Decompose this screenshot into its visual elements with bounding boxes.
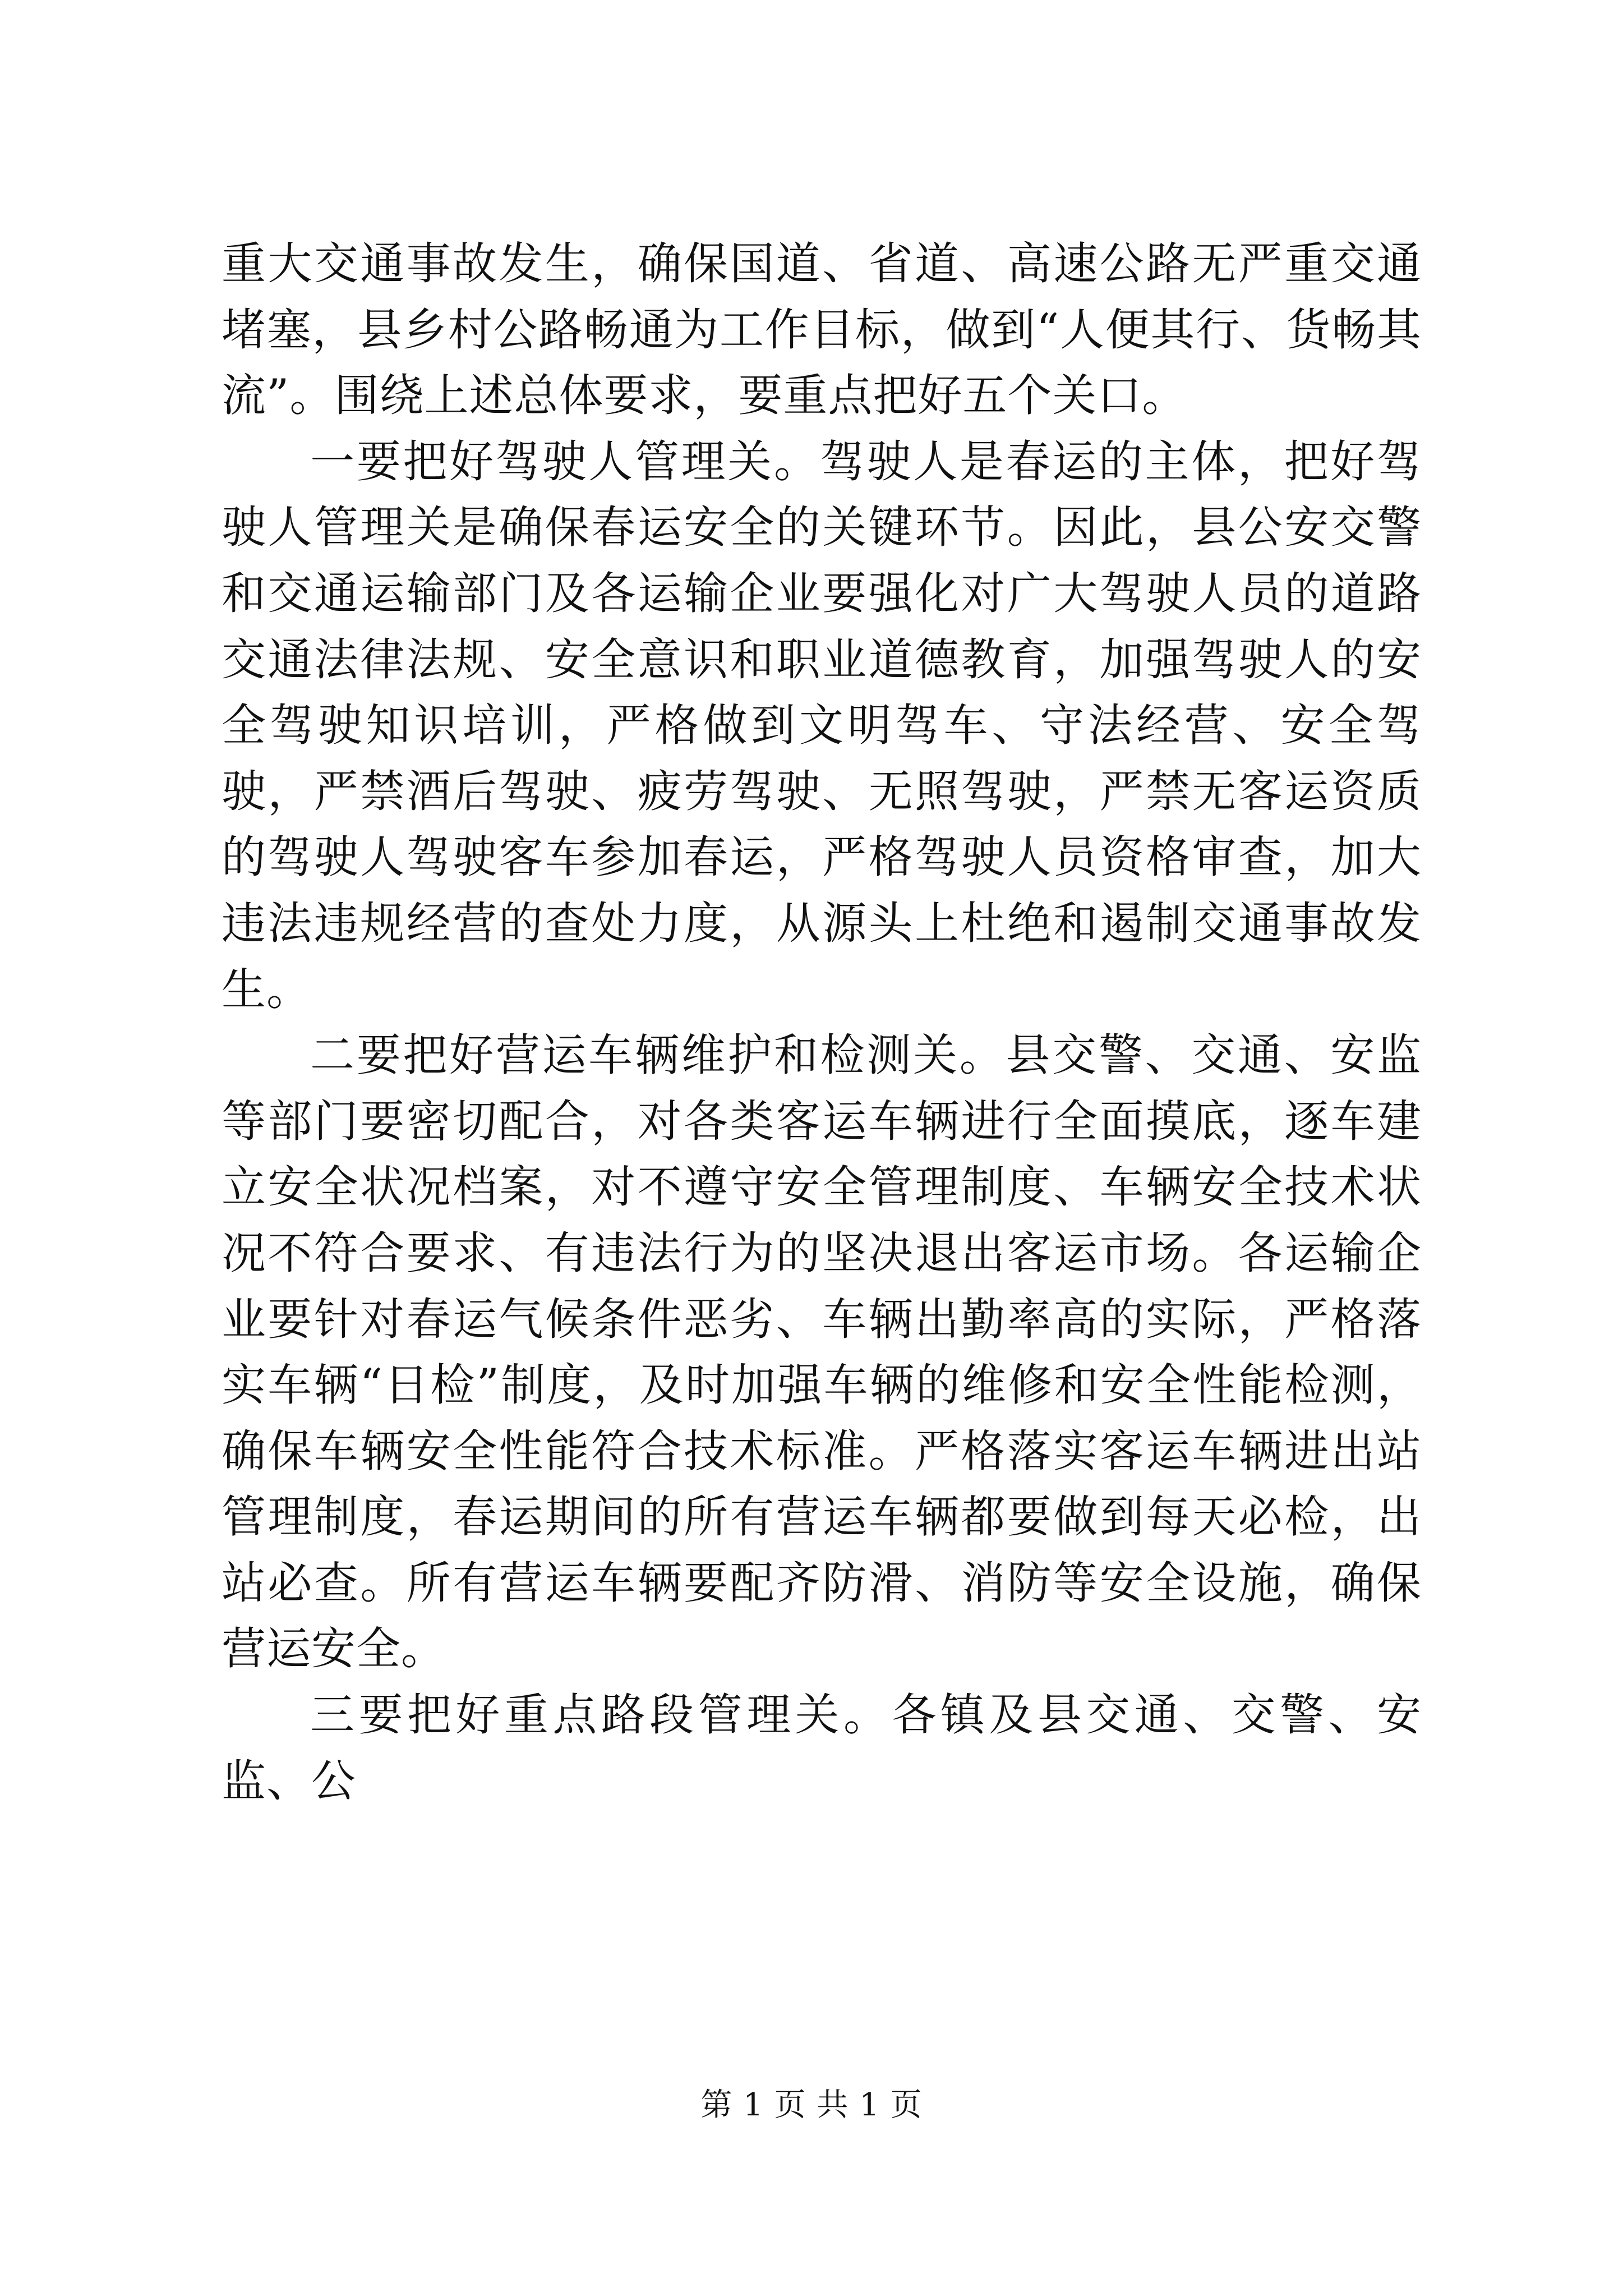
paragraph-key-road-sections: 三要把好重点路段管理关。各镇及县交通、交警、安监、公 (222, 1689, 1422, 1807)
paragraph-intro: 重大交通事故发生，确保国道、省道、高速公路无严重交通堵塞，县乡村公路畅通为工作目标，做到“人便其行、货畅其流”。围绕上述总体要求，要重点把好五个关口。 (222, 238, 1422, 422)
paragraph-vehicle-inspection: 二要把好营运车辆维护和检测关。县交警、交通、安监等部门要密切配合，对各类客运车辆进行全面摸底，逐车建立安全状况档案，对不遵守安全管理制度、车辆安全技术状况不符合要求、有违法行为的坚决退出客运市场。各运输企业要针对春运气候条件恶劣、车辆出勤率高的实际，严格落实车辆“日检”制度，及时加强车辆的维修和安全性能检测，确保车辆安全性能符合技术标准。严格落实客运车辆进出站管理制度，春运期间的所有营运车辆都要做到每天必检，出站必查。所有营运车辆要配齐防滑、消防等安全设施，确保营运安全。 (222, 1029, 1422, 1675)
page-number-footer: 第 1 页 共 1 页 (700, 2087, 923, 2123)
paragraph-driver-management: 一要把好驾驶人管理关。驾驶人是春运的主体，把好驾驶人管理关是确保春运安全的关键环节。因此，县公安交警和交通运输部门及各运输企业要强化对广大驾驶人员的道路交通法律法规、安全意识和职业道德教育，加强驾驶人的安全驾驶知识培训，严格做到文明驾车、守法经营、安全驾驶，严禁酒后驾驶、疲劳驾驶、无照驾驶，严禁无客运资质的驾驶人驾驶客车参加春运，严格驾驶人员资格审查，加大违法违规经营的查处力度，从源头上杜绝和遏制交通事故发生。 (222, 435, 1422, 1015)
document-body (222, 231, 1422, 1814)
